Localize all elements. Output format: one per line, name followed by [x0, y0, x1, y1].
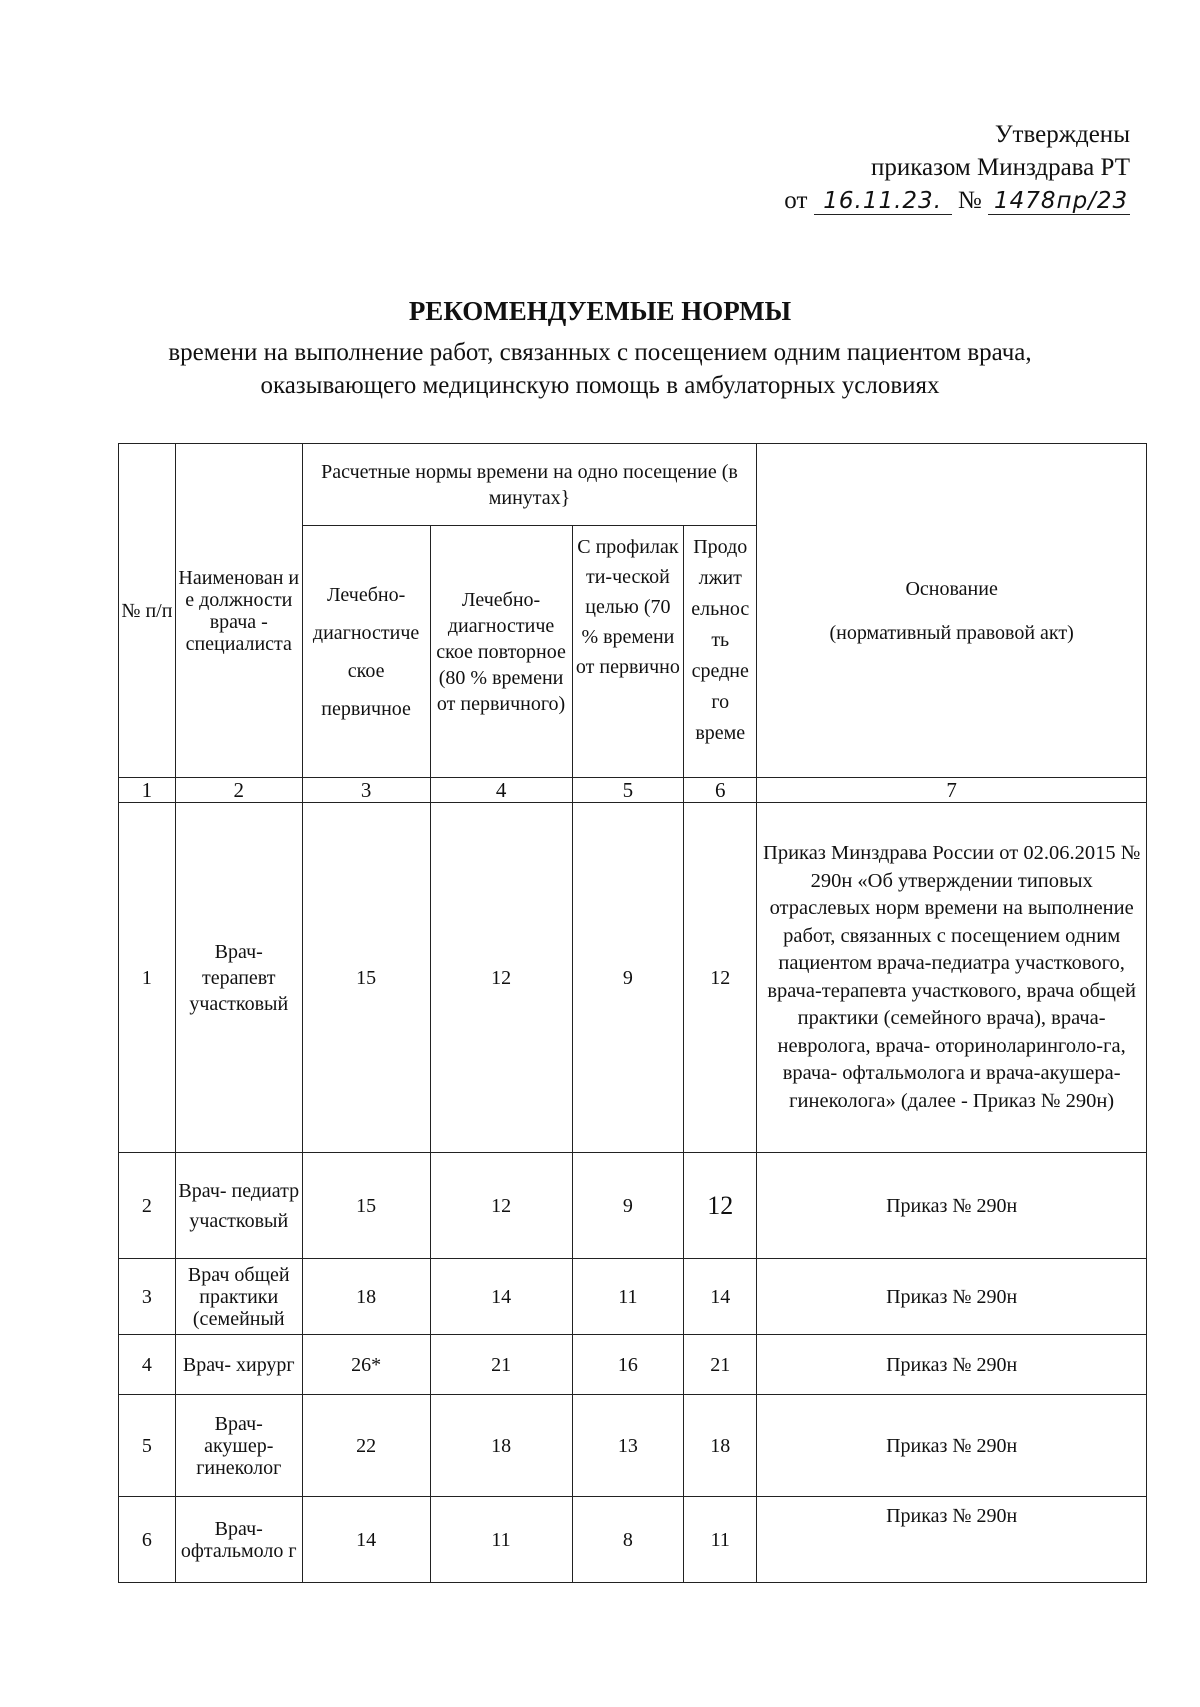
approval-line-1: Утверждены — [994, 121, 1130, 148]
row-position-name: Врач- хирург — [175, 1335, 302, 1395]
row-preventive-minutes: 9 — [572, 1153, 684, 1259]
header-repeat: Лечебно- диагностиче ское повторное (80 % времени от первичного) — [430, 526, 572, 778]
header-basis-subtitle: (нормативный правовой акт) — [829, 621, 1074, 644]
approval-line-2: приказом Минздрава РТ — [871, 154, 1130, 181]
row-repeat-minutes: 21 — [430, 1335, 572, 1395]
table-row — [119, 1153, 1147, 1259]
row-average-minutes: 11 — [684, 1497, 757, 1583]
row-average-minutes: 12 — [684, 803, 757, 1153]
column-number-6: 6 — [684, 778, 757, 803]
approval-signature-row — [784, 184, 1130, 217]
row-num: 4 — [119, 1335, 176, 1395]
header-average-duration: Продо лжит ельнос ть средне го време — [684, 526, 757, 778]
header-time-norms-group: Расчетные нормы времени на одно посещение (в минутах} — [302, 444, 757, 526]
row-position-name: Врач- терапевт участковый — [175, 803, 302, 1153]
row-repeat-minutes: 14 — [430, 1259, 572, 1335]
handwritten-date: 16.11.23. — [814, 188, 952, 215]
column-number-2: 2 — [175, 778, 302, 803]
table-row — [119, 1259, 1147, 1335]
row-preventive-minutes: 16 — [572, 1335, 684, 1395]
norms-table — [118, 443, 1147, 1583]
row-basis: Приказ № 290н — [757, 1259, 1147, 1335]
document-title: РЕКОМЕНДУЕМЫЕ НОРМЫ — [408, 296, 792, 326]
table-row — [119, 1335, 1147, 1395]
row-position-name: Врач- акушер- гинеколог — [175, 1395, 302, 1497]
row-primary-minutes: 18 — [302, 1259, 430, 1335]
table-row — [119, 803, 1147, 1153]
header-basis-title: Основание — [905, 577, 998, 600]
header-position-name: Наименован и е должности врача - специалиста — [175, 444, 302, 778]
handwritten-order-number: 1478пр/23 — [988, 188, 1130, 215]
row-repeat-minutes: 11 — [430, 1497, 572, 1583]
row-num: 6 — [119, 1497, 176, 1583]
header-basis — [757, 444, 1147, 778]
row-primary-minutes: 15 — [302, 1153, 430, 1259]
row-preventive-minutes: 8 — [572, 1497, 684, 1583]
row-num: 2 — [119, 1153, 176, 1259]
row-repeat-minutes: 12 — [430, 803, 572, 1153]
column-number-7: 7 — [757, 778, 1147, 803]
row-preventive-minutes: 13 — [572, 1395, 684, 1497]
subtitle-line-2: оказывающего медицинскую помощь в амбулаторных условиях — [260, 372, 940, 399]
number-label: № — [957, 187, 982, 214]
row-average-minutes: 14 — [684, 1259, 757, 1335]
row-basis: Приказ № 290н — [757, 1153, 1147, 1259]
row-average-minutes: 18 — [684, 1395, 757, 1497]
row-primary-minutes: 15 — [302, 803, 430, 1153]
header-num: № п/п — [119, 444, 176, 778]
column-number-5: 5 — [572, 778, 684, 803]
row-num: 1 — [119, 803, 176, 1153]
column-number-1: 1 — [119, 778, 176, 803]
row-preventive-minutes: 11 — [572, 1259, 684, 1335]
row-num: 3 — [119, 1259, 176, 1335]
approval-block — [784, 118, 1130, 217]
from-label: от — [784, 187, 808, 214]
row-position-name: Врач- педиатр участковый — [175, 1153, 302, 1259]
row-position-name: Врач общей практики (семейный — [175, 1259, 302, 1335]
row-average-minutes: 12 — [684, 1153, 757, 1259]
header-row-group — [119, 444, 1147, 526]
row-primary-minutes: 22 — [302, 1395, 430, 1497]
row-average-minutes: 21 — [684, 1335, 757, 1395]
row-primary-minutes: 26* — [302, 1335, 430, 1395]
table-row — [119, 1395, 1147, 1497]
row-basis: Приказ № 290н — [757, 1335, 1147, 1395]
document-subtitle — [0, 336, 1200, 402]
row-basis: Приказ № 290н — [757, 1395, 1147, 1497]
column-number-4: 4 — [430, 778, 572, 803]
header-primary: Лечебно- диагностиче ское первичное — [302, 526, 430, 778]
row-position-name: Врач- офтальмоло г — [175, 1497, 302, 1583]
row-num: 5 — [119, 1395, 176, 1497]
header-preventive: С профилак ти-ческой целью (70 % времени от первично — [572, 526, 684, 778]
subtitle-line-1: времени на выполнение работ, связанных с посещением одним пациентом врача, — [168, 339, 1032, 366]
column-number-3: 3 — [302, 778, 430, 803]
row-basis: Приказ № 290н — [757, 1497, 1147, 1583]
row-basis: Приказ Минздрава России от 02.06.2015 № 290н «Об утверждении типовых отраслевых норм времени на выполнение работ, связанных с посещением одним пациентом врача-педиатра участкового, врача-терапевта участкового, врача общей практики (семейного врача), врача-невролога, врача- оториноларинголо-га, врача- офтальмолога и врача-акушера- гинеколога» (далее - Приказ № 290н) — [757, 803, 1147, 1153]
row-primary-minutes: 14 — [302, 1497, 430, 1583]
table-row — [119, 1497, 1147, 1583]
column-number-row — [119, 778, 1147, 803]
row-repeat-minutes: 12 — [430, 1153, 572, 1259]
row-repeat-minutes: 18 — [430, 1395, 572, 1497]
row-preventive-minutes: 9 — [572, 803, 684, 1153]
